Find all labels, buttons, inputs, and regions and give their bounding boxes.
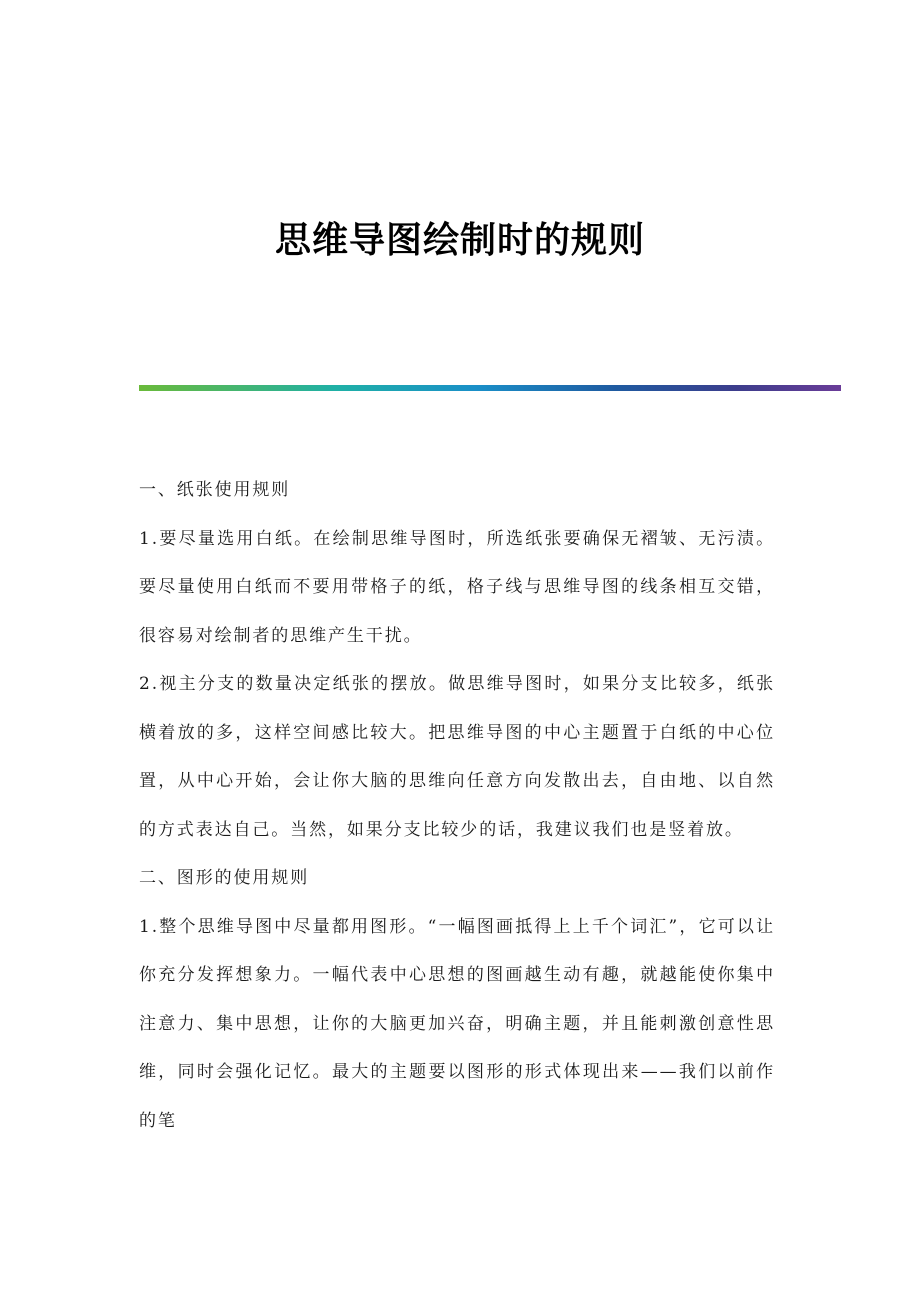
document-body [139,466,775,1145]
section-heading-graphics: 二、图形的使用规则 [139,868,310,888]
document-title: 思维导图绘制时的规则 [274,219,645,261]
section-heading-paper: 一、纸张使用规则 [139,480,291,500]
paragraph-paper-orientation: 2.视主分支的数量决定纸张的摆放。做思维导图时，如果分支比较多，纸张横着放的多，这样空间感比较大。把思维导图的中心主题置于白纸的中心位置，从中心开始，会让你大脑的思维向任意方向发散出去，自由地、以自然的方式表达自己。当然，如果分支比较少的话，我建议我们也是竖着放。 [139,674,775,840]
title-divider [139,385,841,391]
paragraph-use-images: 1.整个思维导图中尽量都用图形。“一幅图画抵得上上千个词汇”，它可以让你充分发挥想象力。一幅代表中心思想的图画越生动有趣，就越能使你集中注意力、集中思想，让你的大脑更加兴奋，明确主题，并且能刺激创意性思维，同时会强化记忆。最大的主题要以图形的形式体现出来——我们以前作的笔 [139,916,775,1131]
paragraph-white-paper: 1.要尽量选用白纸。在绘制思维导图时，所选纸张要确保无褶皱、无污渍。要尽量使用白纸而不要用带格子的纸，格子线与思维导图的线条相互交错，很容易对绘制者的思维产生干扰。 [139,528,775,646]
